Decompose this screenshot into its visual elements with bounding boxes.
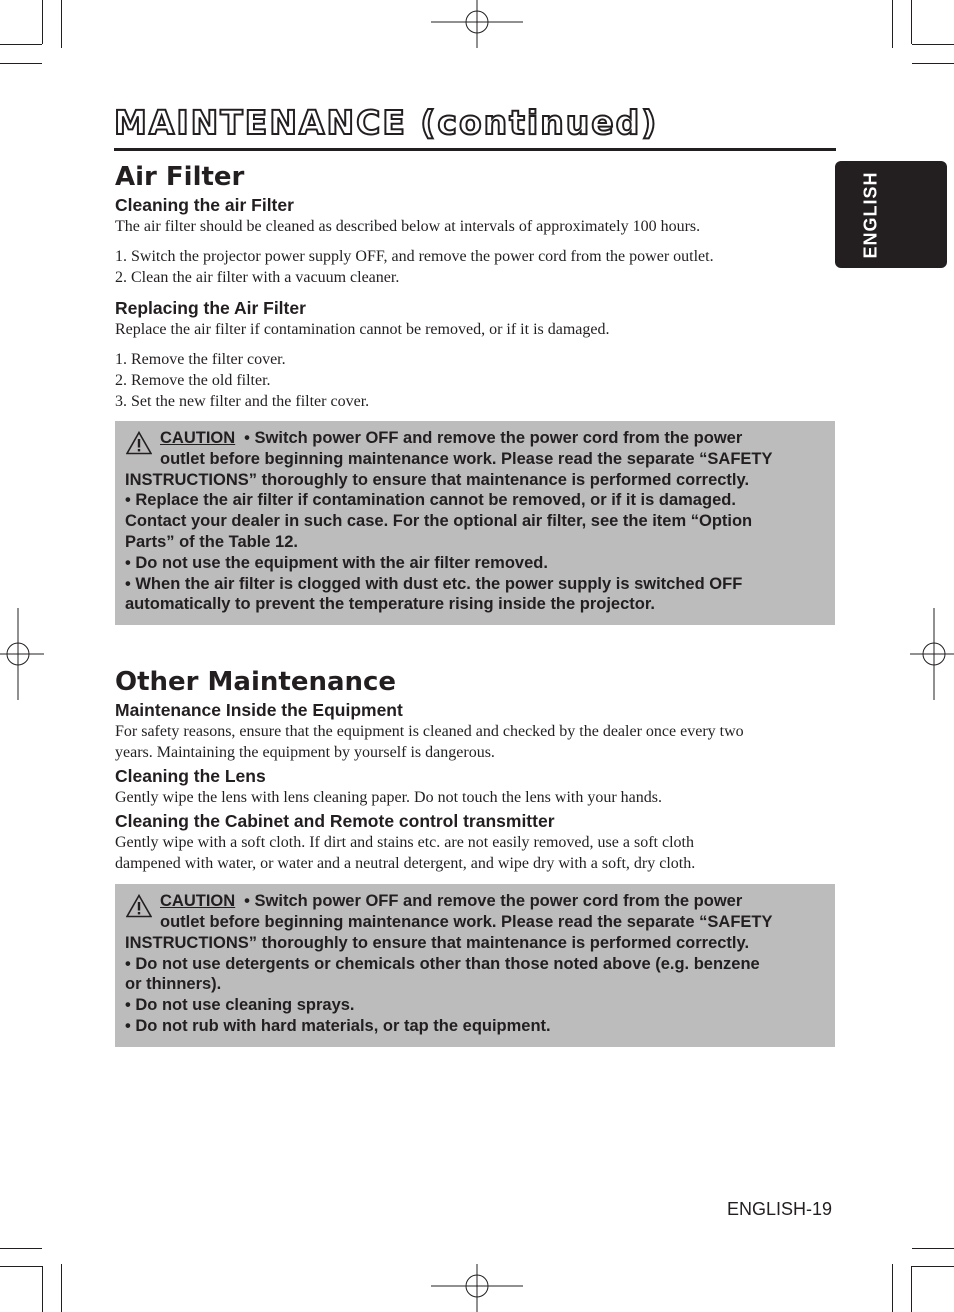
crop-mark [0, 63, 42, 64]
caution-head [125, 891, 825, 933]
page-number: ENGLISH-19 [726, 1199, 832, 1219]
section-heading-air-filter: Air Filter [115, 162, 245, 192]
subheading-cleaning-cabinet: Cleaning the Cabinet and Remote control transmitter [115, 811, 555, 832]
list-item: 1. Switch the projector power supply OFF, and remove the power cord from the power outlet. [115, 248, 714, 265]
paragraph-line: years. Maintaining the equipment by yourself is dangerous. [115, 744, 495, 762]
registration-mark-icon [431, 1264, 523, 1312]
language-tab [835, 161, 947, 268]
warning-triangle-icon [126, 431, 152, 455]
caution-line [160, 428, 825, 449]
page-title: MAINTENANCE (continued) [114, 103, 659, 142]
subheading-cleaning-filter: Cleaning the air Filter [115, 195, 294, 215]
caution-label: CAUTION [160, 429, 236, 447]
content [115, 160, 835, 1047]
crop-mark [912, 1266, 954, 1267]
crop-mark [0, 1266, 42, 1267]
caution-line: automatically to prevent the temperature rising inside the projector. [125, 595, 655, 614]
crop-mark [912, 63, 954, 64]
caution-text: • Switch power OFF and remove the power cord from the power [244, 892, 743, 911]
crop-mark [42, 1266, 43, 1312]
caution-line: INSTRUCTIONS” thoroughly to ensure that maintenance is performed correctly. [125, 933, 750, 952]
language-tab-label: ENGLISH [860, 171, 881, 259]
caution-line: • Do not use detergents or chemicals other than those noted above (e.g. benzene [125, 954, 760, 973]
list-item: 2. Clean the air filter with a vacuum cleaner. [115, 269, 400, 286]
caution-label: CAUTION [160, 892, 236, 911]
registration-mark-icon [910, 608, 954, 700]
caution-line: • Do not use the equipment with the air filter removed. [125, 553, 548, 572]
crop-mark [912, 1248, 954, 1249]
subheading-inside-equipment: Maintenance Inside the Equipment [115, 700, 403, 721]
crop-mark [911, 1266, 912, 1312]
crop-mark [42, 0, 43, 44]
caution-line: • Do not rub with hard materials, or tap the equipment. [125, 1016, 551, 1035]
paragraph-line: Gently wipe with a soft cloth. If dirt and stains etc. are not easily removed, use a soft cloth [115, 834, 694, 852]
title-rule [114, 148, 836, 151]
caution-line: • Do not use cleaning sprays. [125, 996, 355, 1015]
caution-line: • Replace the air filter if contamination cannot be removed, or if it is damaged. [125, 491, 736, 510]
crop-mark [912, 44, 954, 45]
list-item: 3. Set the new filter and the filter cover. [115, 393, 370, 410]
steps-list [115, 349, 835, 412]
caution-head [125, 428, 825, 470]
caution-line: outlet before beginning maintenance work. Please read the separate “SAFETY [160, 912, 773, 931]
crop-mark [0, 1248, 42, 1249]
warning-triangle-icon [126, 894, 152, 918]
crop-mark [892, 1264, 893, 1312]
paragraph: Replace the air filter if contamination cannot be removed, or if it is damaged. [115, 321, 610, 338]
crop-mark [892, 0, 893, 48]
subheading-replacing-filter: Replacing the Air Filter [115, 298, 306, 318]
paragraph-line: dampened with water, or water and a neutral detergent, and wipe dry with a soft, dry cloth. [115, 855, 696, 873]
subheading-cleaning-lens: Cleaning the Lens [115, 766, 266, 787]
caution-line: • When the air filter is clogged with dust etc. the power supply is switched OFF [125, 574, 743, 593]
steps-list [115, 246, 835, 288]
caution-line: Contact your dealer in such case. For the optional air filter, see the item “Option [125, 512, 753, 531]
crop-mark [0, 44, 42, 45]
section-heading-other-maintenance: Other Maintenance [115, 667, 397, 698]
crop-mark [61, 0, 62, 48]
caution-line: or thinners). [125, 975, 222, 994]
list-item: 1. Remove the filter cover. [115, 351, 286, 368]
registration-mark-icon [431, 0, 523, 48]
caution-box [115, 421, 835, 625]
crop-mark [911, 0, 912, 44]
paragraph-line: For safety reasons, ensure that the equipment is cleaned and checked by the dealer once every two [115, 723, 744, 741]
caution-line [160, 891, 825, 912]
crop-mark [61, 1264, 62, 1312]
caution-line: outlet before beginning maintenance work. Please read the separate “SAFETY [160, 449, 773, 468]
caution-line: Parts” of the Table 12. [125, 532, 298, 551]
registration-mark-icon [0, 608, 44, 700]
paragraph: The air filter should be cleaned as described below at intervals of approximately 100 hours. [115, 218, 701, 235]
list-item: 2. Remove the old filter. [115, 372, 271, 389]
caution-box [115, 884, 835, 1047]
caution-line: INSTRUCTIONS” thoroughly to ensure that maintenance is performed correctly. [125, 470, 750, 489]
caution-text: • Switch power OFF and remove the power cord from the power [244, 429, 743, 447]
paragraph: Gently wipe the lens with lens cleaning paper. Do not touch the lens with your hands. [115, 789, 662, 807]
